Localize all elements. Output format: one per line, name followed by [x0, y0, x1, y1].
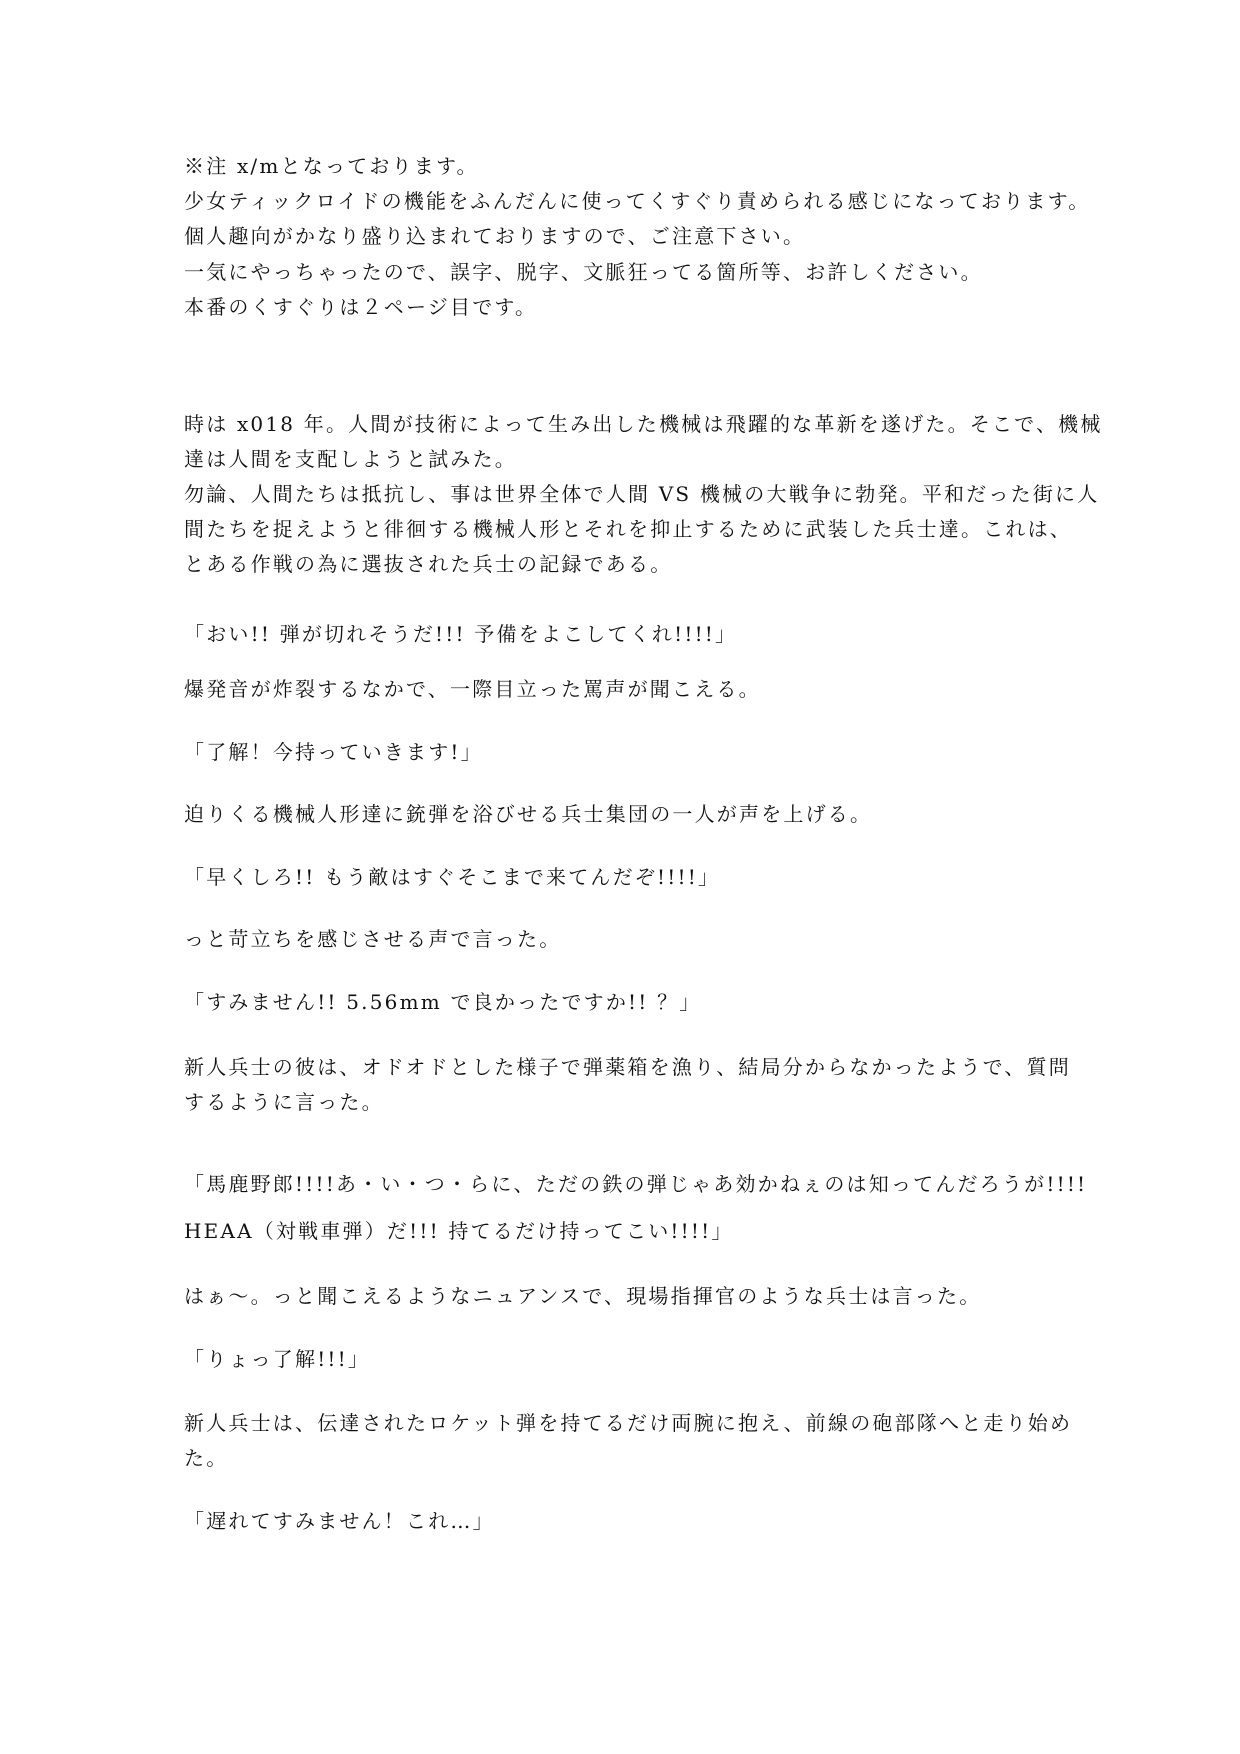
dialogue-line: 「おい!! 弾が切れそうだ!!! 予備をよこしてくれ!!!!」 [184, 622, 738, 646]
story-line: 時は x018 年。人間が技術によって生み出した機械は飛躍的な革新を遂げた。そこで、機械 [184, 412, 1103, 436]
story-line: 達は人間を支配しようと試みた。 [184, 447, 517, 471]
story-line: はぁ〜。っと聞こえるようなニュアンスで、現場指揮官のような兵士は言った。 [184, 1284, 982, 1308]
story-line: 爆発音が炸裂するなかで、一際目立った罵声が聞こえる。 [184, 677, 761, 701]
story-line: するように言った。 [184, 1090, 384, 1114]
story-line: 新人兵士の彼は、オドオドとした様子で弾薬箱を漁り、結局分からなかったようで、質問 [184, 1055, 1071, 1079]
story-line: 間たちを捉えようと徘徊する機械人形とそれを抑止するために武装した兵士達。これは、 [184, 517, 1072, 541]
story-line: 新人兵士は、伝達されたロケット弾を持てるだけ両腕に抱え、前線の砲部隊へと走り始め [184, 1411, 1073, 1435]
story-line: 勿論、人間たちは抵抗し、事は世界全体で人間 VS 機械の大戦争に勃発。平和だった街に人 [184, 482, 1100, 506]
dialogue-line: 「馬鹿野郎!!!!あ・い・つ・らに、ただの鉄の弾じゃあ効かねぇのは知ってんだろうが!!!! [184, 1172, 1088, 1196]
dialogue-line: 「遅れてすみません！これ…」 [184, 1509, 495, 1533]
dialogue-line: 「りょっ了解!!!」 [184, 1347, 371, 1371]
story-line: た。 [184, 1446, 229, 1470]
dialogue-line: 「了解！今持っていきます!」 [184, 740, 483, 764]
note-line: ※注 x/mとなっております。 [184, 154, 479, 178]
story-line: 迫りくる機械人形達に銃弾を浴びせる兵士集団の一人が声を上げる。 [184, 802, 873, 826]
dialogue-line: 「早くしろ!! もう敵はすぐそこまで来てんだぞ!!!!」 [184, 865, 721, 889]
story-line: っと苛立ちを感じさせる声で言った。 [184, 927, 562, 951]
dialogue-line: HEAA（対戦車弾）だ!!! 持てるだけ持ってこい!!!!」 [184, 1219, 734, 1243]
note-line: 個人趣向がかなり盛り込まれておりますので、ご注意下さい。 [184, 224, 806, 248]
note-line: 本番のくすぐりは２ページ目です。 [184, 295, 538, 319]
note-line: 一気にやっちゃったので、誤字、脱字、文脈狂ってる箇所等、お許しください。 [184, 260, 983, 284]
dialogue-line: 「すみません!! 5.56mm で良かったですか!! ？」 [184, 990, 702, 1014]
note-line: 少女ティックロイドの機能をふんだんに使ってくすぐり責められる感じになっております。 [184, 189, 1091, 213]
story-line: とある作戦の為に選抜された兵士の記録である。 [184, 552, 673, 576]
